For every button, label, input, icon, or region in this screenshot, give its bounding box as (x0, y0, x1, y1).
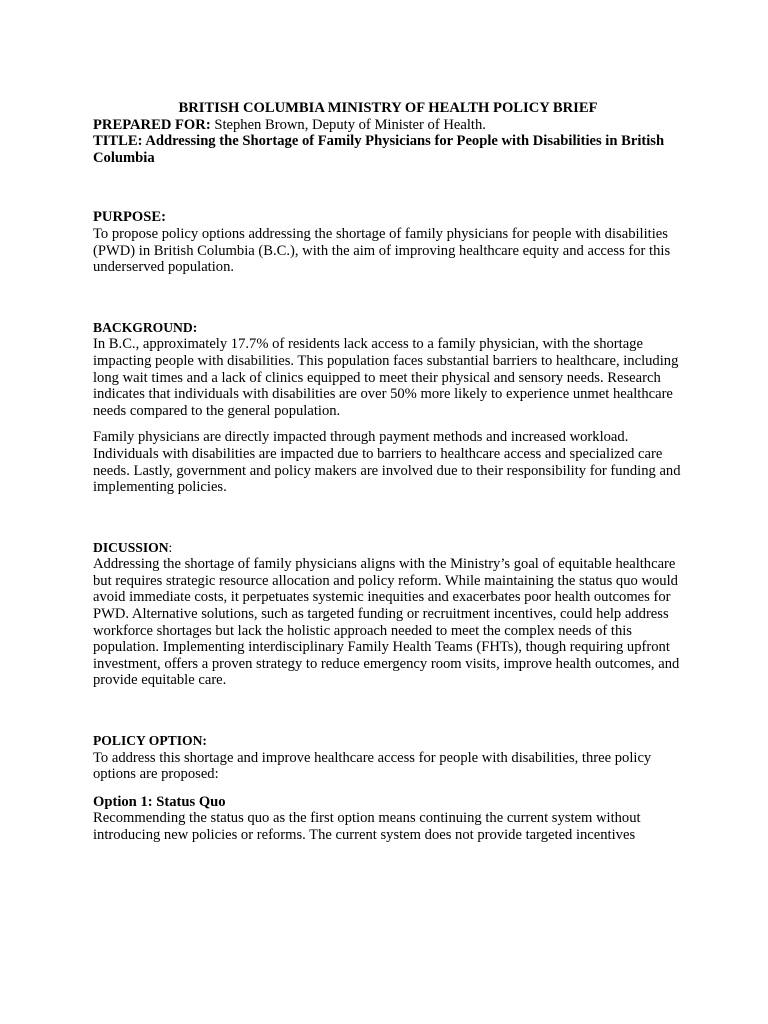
document-page (93, 100, 683, 844)
discussion-heading-colon: : (168, 539, 173, 555)
option-1-section (93, 794, 683, 844)
purpose-text: To propose policy options addressing the shortage of family physicians for people with disabilities (PWD) in British Columbia (B.C.), with the aim of improving healthcare equity and access for this underserved population. (93, 225, 671, 276)
purpose-heading: PURPOSE: (93, 209, 166, 226)
policy-option-section (93, 733, 683, 783)
option-1-text: Recommending the status quo as the first option means continuing the current system without introducing new policies or reforms. The current system does not provide targeted incentives (93, 810, 641, 843)
background-paragraph-1: In B.C., approximately 17.7% of residents lack access to a family physician, with the shortage impacting people with disabilities. This population faces substantial barriers to healthcare, including long wait times and a lack of clinics equipped to meet their physical and sensory needs. Research indicates that individuals with disabilities are over 50% more likely to experience unmet healthcare needs compared to the general population. (93, 336, 679, 419)
background-heading: BACKGROUND: (93, 319, 198, 335)
discussion-text: Addressing the shortage of family physicians aligns with the Ministry’s goal of equitable healthcare but requires strategic resource allocation and policy reform. While maintaining the status quo would avoid immediate costs, it perpetuates systemic inequities and exacerbates poor health outcomes for PWD. Alternative solutions, such as targeted funding or recruitment incentives, could help address workforce shortages but lack the holistic approach needed to meet the complex needs of this population. Implementing interdisciplinary Family Health Teams (FHTs), though requiring upfront investment, offers a proven strategy to reduce emergency room visits, improve health outcomes, and provide equitable care. (93, 556, 680, 689)
policy-option-text: To address this shortage and improve healthcare access for people with disabilities, three policy options are proposed: (93, 749, 652, 783)
discussion-heading: DICUSSION (93, 539, 169, 555)
purpose-section (93, 209, 683, 275)
policy-option-heading: POLICY OPTION: (93, 733, 207, 749)
brief-title: TITLE: Addressing the Shortage of Family Physicians for People with Disabilities in British Columbia (93, 133, 665, 166)
prepared-for-line (93, 117, 683, 134)
prepared-for-label: PREPARED FOR: (93, 116, 211, 133)
background-paragraph-2: Family physicians are directly impacted through payment methods and increased workload. Individuals with disabilities are impacted due to barriers to healthcare access and specialized care needs. Lastly, government and policy makers are involved due to their responsibility for funding and implementing policies. (93, 429, 681, 496)
document-heading: BRITISH COLUMBIA MINISTRY OF HEALTH POLICY BRIEF (178, 100, 598, 116)
discussion-heading-line (93, 540, 683, 557)
prepared-for-value: Stephen Brown, Deputy of Minister of Health. (210, 116, 486, 133)
discussion-section (93, 540, 683, 689)
option-1-heading: Option 1: Status Quo (93, 793, 226, 810)
background-section (93, 320, 683, 496)
